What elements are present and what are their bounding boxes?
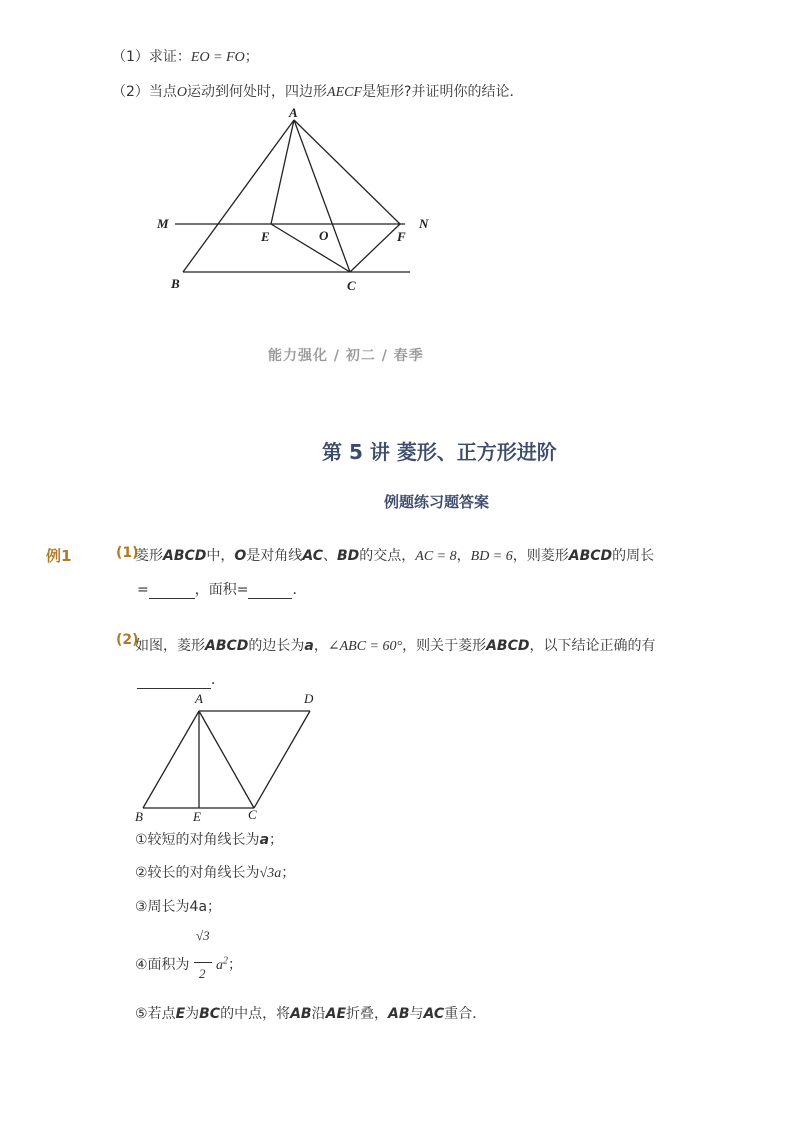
text: ；: [281, 865, 296, 881]
math-e: E: [175, 1006, 186, 1022]
text: 菱形: [135, 548, 163, 564]
math-sqrt3: √3: [259, 866, 275, 881]
math-ab: AB: [290, 1006, 312, 1022]
text: ，以下结论正确的有: [529, 638, 656, 654]
math-a: a: [304, 638, 314, 654]
text: ，: [456, 548, 471, 564]
text: 的周长: [612, 548, 655, 564]
section-title: 第 5 讲 菱形、正方形进阶: [322, 440, 557, 464]
option-1: [135, 829, 283, 849]
text: ，: [313, 638, 328, 654]
label-n: N: [419, 216, 429, 231]
math-bd-6: BD = 6: [470, 549, 513, 564]
segment-ec: [271, 224, 350, 272]
text: 折叠，: [346, 1006, 389, 1022]
math-o: O: [234, 548, 247, 564]
segment-fc: [350, 224, 400, 272]
option-5: [135, 1003, 486, 1023]
math-a: a: [216, 958, 223, 973]
part-1-line-2: [137, 579, 306, 599]
math-exponent: 2: [223, 955, 228, 967]
text: ②较长的对角线长为: [135, 865, 260, 881]
part-2-line-1: [135, 635, 655, 655]
label-m: M: [157, 216, 169, 231]
math-bd: BD: [337, 548, 360, 564]
label-a: A: [289, 105, 298, 120]
figure-1-geometry: [140, 100, 430, 300]
math-angle: ∠ABC = 60°: [327, 639, 403, 654]
text: ，则菱形: [512, 548, 569, 564]
part-1-label: (1): [116, 545, 139, 561]
q2-mid: 运动到何处时，四边形: [187, 84, 328, 100]
text: 是对角线: [246, 548, 303, 564]
q2-suffix: 是矩形?并证明你的结论．: [362, 84, 524, 100]
question-2: [112, 81, 523, 101]
fraction-bar: [194, 962, 212, 963]
label-b: B: [171, 276, 180, 291]
segment-ac: [294, 120, 350, 272]
label-c: C: [347, 278, 356, 293]
text: 如图，菱形: [135, 638, 205, 654]
label-a: A: [195, 691, 203, 706]
math-ac-8: AC = 8: [415, 549, 457, 564]
answer-blank-conclusions[interactable]: [137, 674, 211, 689]
q2-quad: AECF: [327, 85, 363, 100]
q2-prefix: （2）当点: [112, 84, 177, 100]
q1-math: EO = FO: [190, 50, 245, 65]
example-label: 例1: [46, 547, 72, 565]
text: ；: [228, 957, 242, 973]
text: 的交点，: [359, 548, 416, 564]
math-abcd: ABCD: [486, 638, 530, 654]
text: 中，: [206, 548, 235, 564]
part-2-line-2: [137, 669, 225, 689]
page-footer: 能力强化 / 初二 / 春季: [268, 348, 424, 364]
math-a: a: [259, 832, 270, 848]
part-1-line-1: [135, 545, 654, 565]
text: 沿: [311, 1006, 326, 1022]
text: ．: [211, 672, 225, 688]
text: =: [137, 582, 149, 598]
text: 的边长为: [248, 638, 305, 654]
label-e: E: [193, 809, 201, 824]
text: ，则关于菱形: [402, 638, 487, 654]
q2-point: O: [176, 85, 188, 100]
fraction-numerator: √3: [196, 928, 210, 943]
text: ④面积为: [135, 957, 190, 973]
option-4: [135, 954, 190, 974]
label-d: D: [304, 691, 314, 706]
text: 与: [409, 1006, 424, 1022]
option-4-term: [216, 954, 242, 974]
text: 、: [323, 548, 337, 564]
math-abcd: ABCD: [568, 548, 613, 564]
answer-blank-area[interactable]: [248, 584, 292, 599]
text: 重合．: [444, 1006, 487, 1022]
text: ⑤若点: [135, 1006, 176, 1022]
math-bc: BC: [199, 1006, 221, 1022]
text: ；: [269, 832, 284, 848]
label-e: E: [261, 229, 270, 244]
segment-cd: [254, 711, 310, 808]
math-abcd: ABCD: [163, 548, 207, 564]
label-f: F: [397, 229, 406, 244]
label-b: B: [135, 809, 143, 824]
math-ac: AC: [302, 548, 323, 564]
math-a: a: [274, 866, 282, 881]
segment-ab: [143, 711, 199, 808]
fraction-denominator: 2: [199, 966, 206, 981]
text: 为: [185, 1006, 200, 1022]
segment-af: [294, 120, 400, 224]
segment-ac: [199, 711, 254, 808]
text: ，面积=: [194, 582, 249, 598]
math-ac: AC: [423, 1006, 445, 1022]
text: ①较短的对角线长为: [135, 832, 260, 848]
figure-2-rhombus: [130, 688, 330, 828]
math-ae: AE: [325, 1006, 347, 1022]
section-subtitle: 例题练习题答案: [384, 493, 490, 511]
label-o: O: [319, 228, 329, 243]
option-3: ③周长为4a；: [135, 899, 222, 915]
math-abcd: ABCD: [205, 638, 249, 654]
question-1: [112, 46, 259, 66]
label-c: C: [248, 807, 257, 822]
part-2-label: (2): [116, 632, 139, 648]
q1-suffix: ；: [244, 49, 259, 65]
option-2: [135, 862, 295, 882]
text: ．: [292, 582, 307, 598]
math-ab: AB: [388, 1006, 410, 1022]
answer-blank-perimeter[interactable]: [149, 584, 195, 599]
text: 的中点，将: [220, 1006, 291, 1022]
q1-prefix: （1）求证：: [112, 49, 191, 65]
